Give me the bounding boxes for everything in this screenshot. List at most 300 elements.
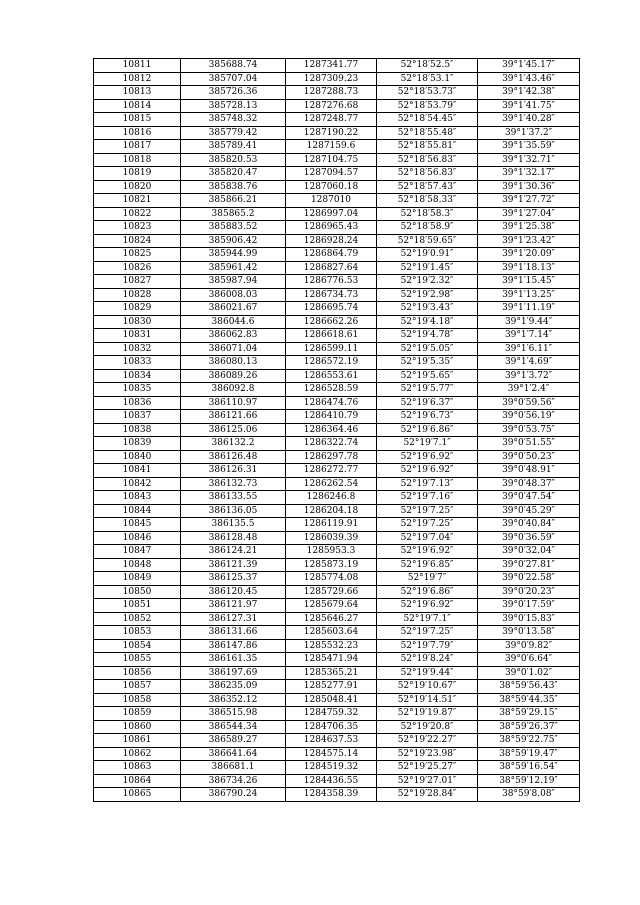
longitude-cell: 39°1′9.44″ bbox=[478, 315, 580, 329]
y-coordinate-cell: 1286364.46 bbox=[286, 423, 377, 437]
x-coordinate-cell: 386352.12 bbox=[181, 693, 286, 707]
x-coordinate-cell: 385987.94 bbox=[181, 275, 286, 289]
longitude-cell: 38°59′26.37″ bbox=[478, 720, 580, 734]
x-coordinate-cell: 386197.69 bbox=[181, 666, 286, 680]
y-coordinate-cell: 1286410.79 bbox=[286, 410, 377, 424]
latitude-cell: 52°19′28.84″ bbox=[377, 788, 478, 802]
latitude-cell: 52°18′52.5″ bbox=[377, 59, 478, 73]
table-row bbox=[94, 545, 580, 559]
point-number-cell: 10826 bbox=[94, 261, 181, 275]
latitude-cell: 52°19′3.43″ bbox=[377, 302, 478, 316]
latitude-cell: 52°19′7.13″ bbox=[377, 477, 478, 491]
latitude-cell: 52°19′6.86″ bbox=[377, 585, 478, 599]
x-coordinate-cell: 386125.06 bbox=[181, 423, 286, 437]
point-number-cell: 10814 bbox=[94, 99, 181, 113]
x-coordinate-cell: 386110.97 bbox=[181, 396, 286, 410]
y-coordinate-cell: 1287341.77 bbox=[286, 59, 377, 73]
latitude-cell: 52°19′27.01″ bbox=[377, 774, 478, 788]
longitude-cell: 39°1′4.69″ bbox=[478, 356, 580, 370]
longitude-cell: 39°1′41.75″ bbox=[478, 99, 580, 113]
longitude-cell: 38°59′12.19″ bbox=[478, 774, 580, 788]
point-number-cell: 10863 bbox=[94, 761, 181, 775]
point-number-cell: 10816 bbox=[94, 126, 181, 140]
x-coordinate-cell: 386734.26 bbox=[181, 774, 286, 788]
latitude-cell: 52°19′1.45″ bbox=[377, 261, 478, 275]
latitude-cell: 52°18′53.79″ bbox=[377, 99, 478, 113]
y-coordinate-cell: 1286204.18 bbox=[286, 504, 377, 518]
longitude-cell: 39°0′50.23″ bbox=[478, 450, 580, 464]
point-number-cell: 10846 bbox=[94, 531, 181, 545]
x-coordinate-cell: 385726.36 bbox=[181, 86, 286, 100]
point-number-cell: 10837 bbox=[94, 410, 181, 424]
x-coordinate-cell: 385688.74 bbox=[181, 59, 286, 73]
table-row bbox=[94, 59, 580, 73]
y-coordinate-cell: 1286599.11 bbox=[286, 342, 377, 356]
table-row bbox=[94, 464, 580, 478]
table-row bbox=[94, 518, 580, 532]
latitude-cell: 52°19′7″ bbox=[377, 572, 478, 586]
latitude-cell: 52°19′6.86″ bbox=[377, 423, 478, 437]
longitude-cell: 39°0′45.29″ bbox=[478, 504, 580, 518]
longitude-cell: 39°0′13.58″ bbox=[478, 626, 580, 640]
x-coordinate-cell: 386135.5 bbox=[181, 518, 286, 532]
point-number-cell: 10824 bbox=[94, 234, 181, 248]
x-coordinate-cell: 386125.37 bbox=[181, 572, 286, 586]
point-number-cell: 10859 bbox=[94, 707, 181, 721]
point-number-cell: 10848 bbox=[94, 558, 181, 572]
latitude-cell: 52°19′7.04″ bbox=[377, 531, 478, 545]
x-coordinate-cell: 385789.41 bbox=[181, 140, 286, 154]
x-coordinate-cell: 386089.26 bbox=[181, 369, 286, 383]
y-coordinate-cell: 1285048.41 bbox=[286, 693, 377, 707]
latitude-cell: 52°19′20.8″ bbox=[377, 720, 478, 734]
table-row bbox=[94, 288, 580, 302]
y-coordinate-cell: 1285532.23 bbox=[286, 639, 377, 653]
longitude-cell: 39°1′13.25″ bbox=[478, 288, 580, 302]
point-number-cell: 10843 bbox=[94, 491, 181, 505]
y-coordinate-cell: 1284759.32 bbox=[286, 707, 377, 721]
point-number-cell: 10833 bbox=[94, 356, 181, 370]
table-row bbox=[94, 140, 580, 154]
coordinates-table bbox=[93, 58, 580, 802]
point-number-cell: 10835 bbox=[94, 383, 181, 397]
table-row bbox=[94, 747, 580, 761]
point-number-cell: 10838 bbox=[94, 423, 181, 437]
latitude-cell: 52°18′56.83″ bbox=[377, 153, 478, 167]
table-row bbox=[94, 437, 580, 451]
longitude-cell: 39°0′48.91″ bbox=[478, 464, 580, 478]
longitude-cell: 39°0′56.19″ bbox=[478, 410, 580, 424]
table-row bbox=[94, 720, 580, 734]
longitude-cell: 39°0′47.54″ bbox=[478, 491, 580, 505]
x-coordinate-cell: 386589.27 bbox=[181, 734, 286, 748]
table-row bbox=[94, 450, 580, 464]
y-coordinate-cell: 1286246.8 bbox=[286, 491, 377, 505]
longitude-cell: 38°59′19.47″ bbox=[478, 747, 580, 761]
table-row bbox=[94, 504, 580, 518]
point-number-cell: 10851 bbox=[94, 599, 181, 613]
x-coordinate-cell: 386121.39 bbox=[181, 558, 286, 572]
y-coordinate-cell: 1287094.57 bbox=[286, 167, 377, 181]
x-coordinate-cell: 385883.52 bbox=[181, 221, 286, 235]
x-coordinate-cell: 386080.13 bbox=[181, 356, 286, 370]
longitude-cell: 38°59′22.75″ bbox=[478, 734, 580, 748]
point-number-cell: 10842 bbox=[94, 477, 181, 491]
y-coordinate-cell: 1286272.77 bbox=[286, 464, 377, 478]
latitude-cell: 52°18′57.43″ bbox=[377, 180, 478, 194]
table-row bbox=[94, 477, 580, 491]
y-coordinate-cell: 1286618.61 bbox=[286, 329, 377, 343]
x-coordinate-cell: 386121.97 bbox=[181, 599, 286, 613]
x-coordinate-cell: 386092.8 bbox=[181, 383, 286, 397]
latitude-cell: 52°18′55.81″ bbox=[377, 140, 478, 154]
longitude-cell: 39°0′22.58″ bbox=[478, 572, 580, 586]
point-number-cell: 10854 bbox=[94, 639, 181, 653]
point-number-cell: 10858 bbox=[94, 693, 181, 707]
longitude-cell: 39°0′40.84″ bbox=[478, 518, 580, 532]
y-coordinate-cell: 1286662.26 bbox=[286, 315, 377, 329]
table-row bbox=[94, 302, 580, 316]
longitude-cell: 39°0′9.82″ bbox=[478, 639, 580, 653]
point-number-cell: 10821 bbox=[94, 194, 181, 208]
latitude-cell: 52°19′6.92″ bbox=[377, 545, 478, 559]
x-coordinate-cell: 385728.13 bbox=[181, 99, 286, 113]
table-row bbox=[94, 680, 580, 694]
y-coordinate-cell: 1285646.27 bbox=[286, 612, 377, 626]
table-row bbox=[94, 653, 580, 667]
x-coordinate-cell: 386515.98 bbox=[181, 707, 286, 721]
x-coordinate-cell: 385820.47 bbox=[181, 167, 286, 181]
table-row bbox=[94, 774, 580, 788]
point-number-cell: 10818 bbox=[94, 153, 181, 167]
coordinates-table-body bbox=[94, 59, 580, 802]
table-row bbox=[94, 86, 580, 100]
table-row bbox=[94, 221, 580, 235]
table-row bbox=[94, 639, 580, 653]
table-row bbox=[94, 275, 580, 289]
x-coordinate-cell: 385838.76 bbox=[181, 180, 286, 194]
table-row bbox=[94, 572, 580, 586]
table-row bbox=[94, 207, 580, 221]
point-number-cell: 10822 bbox=[94, 207, 181, 221]
x-coordinate-cell: 386790.24 bbox=[181, 788, 286, 802]
latitude-cell: 52°19′7.25″ bbox=[377, 626, 478, 640]
y-coordinate-cell: 1286297.78 bbox=[286, 450, 377, 464]
x-coordinate-cell: 386132.73 bbox=[181, 477, 286, 491]
latitude-cell: 52°18′58.9″ bbox=[377, 221, 478, 235]
table-row bbox=[94, 612, 580, 626]
longitude-cell: 39°0′53.75″ bbox=[478, 423, 580, 437]
table-row bbox=[94, 383, 580, 397]
longitude-cell: 38°59′56.43″ bbox=[478, 680, 580, 694]
y-coordinate-cell: 1286039.39 bbox=[286, 531, 377, 545]
latitude-cell: 52°18′54.45″ bbox=[377, 113, 478, 127]
latitude-cell: 52°19′5.05″ bbox=[377, 342, 478, 356]
longitude-cell: 39°1′42.38″ bbox=[478, 86, 580, 100]
y-coordinate-cell: 1287190.22 bbox=[286, 126, 377, 140]
y-coordinate-cell: 1287010 bbox=[286, 194, 377, 208]
y-coordinate-cell: 1286864.79 bbox=[286, 248, 377, 262]
longitude-cell: 39°1′32.17″ bbox=[478, 167, 580, 181]
table-row bbox=[94, 180, 580, 194]
latitude-cell: 52°19′6.85″ bbox=[377, 558, 478, 572]
latitude-cell: 52°18′53.1″ bbox=[377, 72, 478, 86]
latitude-cell: 52°19′2.98″ bbox=[377, 288, 478, 302]
latitude-cell: 52°19′5.35″ bbox=[377, 356, 478, 370]
longitude-cell: 39°0′32.04″ bbox=[478, 545, 580, 559]
x-coordinate-cell: 386136.05 bbox=[181, 504, 286, 518]
y-coordinate-cell: 1286928.24 bbox=[286, 234, 377, 248]
latitude-cell: 52°19′6.92″ bbox=[377, 599, 478, 613]
point-number-cell: 10845 bbox=[94, 518, 181, 532]
table-row bbox=[94, 113, 580, 127]
y-coordinate-cell: 1285471.94 bbox=[286, 653, 377, 667]
x-coordinate-cell: 386126.31 bbox=[181, 464, 286, 478]
longitude-cell: 39°1′25.38″ bbox=[478, 221, 580, 235]
longitude-cell: 38°59′16.54″ bbox=[478, 761, 580, 775]
latitude-cell: 52°18′58.3″ bbox=[377, 207, 478, 221]
latitude-cell: 52°19′4.78″ bbox=[377, 329, 478, 343]
latitude-cell: 52°19′2.32″ bbox=[377, 275, 478, 289]
longitude-cell: 39°0′27.81″ bbox=[478, 558, 580, 572]
x-coordinate-cell: 385748.32 bbox=[181, 113, 286, 127]
longitude-cell: 39°1′20.09″ bbox=[478, 248, 580, 262]
y-coordinate-cell: 1286827.64 bbox=[286, 261, 377, 275]
table-row bbox=[94, 396, 580, 410]
longitude-cell: 39°1′37.2″ bbox=[478, 126, 580, 140]
longitude-cell: 39°0′59.56″ bbox=[478, 396, 580, 410]
longitude-cell: 39°1′45.17″ bbox=[478, 59, 580, 73]
x-coordinate-cell: 386121.66 bbox=[181, 410, 286, 424]
point-number-cell: 10817 bbox=[94, 140, 181, 154]
x-coordinate-cell: 386235.09 bbox=[181, 680, 286, 694]
x-coordinate-cell: 385707.04 bbox=[181, 72, 286, 86]
longitude-cell: 39°1′11.19″ bbox=[478, 302, 580, 316]
longitude-cell: 39°1′32.71″ bbox=[478, 153, 580, 167]
y-coordinate-cell: 1286734.73 bbox=[286, 288, 377, 302]
latitude-cell: 52°18′55.48″ bbox=[377, 126, 478, 140]
point-number-cell: 10860 bbox=[94, 720, 181, 734]
table-row bbox=[94, 167, 580, 181]
y-coordinate-cell: 1284637.53 bbox=[286, 734, 377, 748]
y-coordinate-cell: 1286695.74 bbox=[286, 302, 377, 316]
y-coordinate-cell: 1285365.21 bbox=[286, 666, 377, 680]
y-coordinate-cell: 1285277.91 bbox=[286, 680, 377, 694]
table-row bbox=[94, 599, 580, 613]
table-row bbox=[94, 531, 580, 545]
longitude-cell: 39°1′23.42″ bbox=[478, 234, 580, 248]
point-number-cell: 10823 bbox=[94, 221, 181, 235]
x-coordinate-cell: 386044.6 bbox=[181, 315, 286, 329]
x-coordinate-cell: 386544.34 bbox=[181, 720, 286, 734]
x-coordinate-cell: 386071.04 bbox=[181, 342, 286, 356]
point-number-cell: 10850 bbox=[94, 585, 181, 599]
table-row bbox=[94, 761, 580, 775]
point-number-cell: 10855 bbox=[94, 653, 181, 667]
y-coordinate-cell: 1286997.04 bbox=[286, 207, 377, 221]
table-row bbox=[94, 423, 580, 437]
table-row bbox=[94, 788, 580, 802]
latitude-cell: 52°18′56.83″ bbox=[377, 167, 478, 181]
y-coordinate-cell: 1286572.19 bbox=[286, 356, 377, 370]
x-coordinate-cell: 385865.2 bbox=[181, 207, 286, 221]
latitude-cell: 52°19′6.73″ bbox=[377, 410, 478, 424]
table-row bbox=[94, 356, 580, 370]
y-coordinate-cell: 1284436.55 bbox=[286, 774, 377, 788]
latitude-cell: 52°19′14.51″ bbox=[377, 693, 478, 707]
latitude-cell: 52°19′19.87″ bbox=[377, 707, 478, 721]
point-number-cell: 10832 bbox=[94, 342, 181, 356]
latitude-cell: 52°19′4.18″ bbox=[377, 315, 478, 329]
x-coordinate-cell: 386126.48 bbox=[181, 450, 286, 464]
table-row bbox=[94, 410, 580, 424]
longitude-cell: 39°1′6.11″ bbox=[478, 342, 580, 356]
longitude-cell: 39°0′6.64″ bbox=[478, 653, 580, 667]
table-row bbox=[94, 261, 580, 275]
table-row bbox=[94, 329, 580, 343]
y-coordinate-cell: 1284575.14 bbox=[286, 747, 377, 761]
table-row bbox=[94, 626, 580, 640]
point-number-cell: 10825 bbox=[94, 248, 181, 262]
point-number-cell: 10836 bbox=[94, 396, 181, 410]
y-coordinate-cell: 1285679.64 bbox=[286, 599, 377, 613]
table-row bbox=[94, 707, 580, 721]
latitude-cell: 52°19′25.27″ bbox=[377, 761, 478, 775]
point-number-cell: 10856 bbox=[94, 666, 181, 680]
latitude-cell: 52°19′6.92″ bbox=[377, 464, 478, 478]
point-number-cell: 10820 bbox=[94, 180, 181, 194]
table-row bbox=[94, 315, 580, 329]
point-number-cell: 10841 bbox=[94, 464, 181, 478]
x-coordinate-cell: 385820.53 bbox=[181, 153, 286, 167]
x-coordinate-cell: 385961.42 bbox=[181, 261, 286, 275]
longitude-cell: 39°0′15.83″ bbox=[478, 612, 580, 626]
latitude-cell: 52°19′0.91″ bbox=[377, 248, 478, 262]
latitude-cell: 52°19′22.27″ bbox=[377, 734, 478, 748]
table-row bbox=[94, 369, 580, 383]
table-row bbox=[94, 585, 580, 599]
longitude-cell: 39°1′27.04″ bbox=[478, 207, 580, 221]
point-number-cell: 10844 bbox=[94, 504, 181, 518]
latitude-cell: 52°19′8.24″ bbox=[377, 653, 478, 667]
longitude-cell: 38°59′8.08″ bbox=[478, 788, 580, 802]
x-coordinate-cell: 386132.2 bbox=[181, 437, 286, 451]
longitude-cell: 39°0′20.23″ bbox=[478, 585, 580, 599]
y-coordinate-cell: 1286262.54 bbox=[286, 477, 377, 491]
x-coordinate-cell: 386124.21 bbox=[181, 545, 286, 559]
longitude-cell: 39°0′17.59″ bbox=[478, 599, 580, 613]
point-number-cell: 10831 bbox=[94, 329, 181, 343]
point-number-cell: 10861 bbox=[94, 734, 181, 748]
table-row bbox=[94, 126, 580, 140]
y-coordinate-cell: 1285873.19 bbox=[286, 558, 377, 572]
point-number-cell: 10812 bbox=[94, 72, 181, 86]
table-row bbox=[94, 248, 580, 262]
y-coordinate-cell: 1286322.74 bbox=[286, 437, 377, 451]
y-coordinate-cell: 1287159.6 bbox=[286, 140, 377, 154]
longitude-cell: 39°0′36.59″ bbox=[478, 531, 580, 545]
latitude-cell: 52°19′7.79″ bbox=[377, 639, 478, 653]
latitude-cell: 52°18′59.65″ bbox=[377, 234, 478, 248]
point-number-cell: 10811 bbox=[94, 59, 181, 73]
latitude-cell: 52°19′9.44″ bbox=[377, 666, 478, 680]
y-coordinate-cell: 1286119.91 bbox=[286, 518, 377, 532]
x-coordinate-cell: 386021.67 bbox=[181, 302, 286, 316]
point-number-cell: 10840 bbox=[94, 450, 181, 464]
longitude-cell: 39°1′15.45″ bbox=[478, 275, 580, 289]
point-number-cell: 10827 bbox=[94, 275, 181, 289]
point-number-cell: 10865 bbox=[94, 788, 181, 802]
latitude-cell: 52°18′58.33″ bbox=[377, 194, 478, 208]
x-coordinate-cell: 386133.55 bbox=[181, 491, 286, 505]
y-coordinate-cell: 1284706.35 bbox=[286, 720, 377, 734]
y-coordinate-cell: 1285603.64 bbox=[286, 626, 377, 640]
x-coordinate-cell: 386120.45 bbox=[181, 585, 286, 599]
longitude-cell: 38°59′29.15″ bbox=[478, 707, 580, 721]
table-row bbox=[94, 234, 580, 248]
table-row bbox=[94, 693, 580, 707]
latitude-cell: 52°19′5.77″ bbox=[377, 383, 478, 397]
latitude-cell: 52°19′7.25″ bbox=[377, 504, 478, 518]
point-number-cell: 10815 bbox=[94, 113, 181, 127]
y-coordinate-cell: 1287060.18 bbox=[286, 180, 377, 194]
point-number-cell: 10813 bbox=[94, 86, 181, 100]
x-coordinate-cell: 386681.1 bbox=[181, 761, 286, 775]
point-number-cell: 10857 bbox=[94, 680, 181, 694]
x-coordinate-cell: 385866.21 bbox=[181, 194, 286, 208]
x-coordinate-cell: 386062.83 bbox=[181, 329, 286, 343]
table-row bbox=[94, 72, 580, 86]
y-coordinate-cell: 1286965.43 bbox=[286, 221, 377, 235]
longitude-cell: 39°1′7.14″ bbox=[478, 329, 580, 343]
y-coordinate-cell: 1285953.3 bbox=[286, 545, 377, 559]
table-row bbox=[94, 734, 580, 748]
x-coordinate-cell: 386127.31 bbox=[181, 612, 286, 626]
x-coordinate-cell: 385906.42 bbox=[181, 234, 286, 248]
point-number-cell: 10839 bbox=[94, 437, 181, 451]
point-number-cell: 10864 bbox=[94, 774, 181, 788]
longitude-cell: 39°1′43.46″ bbox=[478, 72, 580, 86]
longitude-cell: 39°1′3.72″ bbox=[478, 369, 580, 383]
x-coordinate-cell: 386008.03 bbox=[181, 288, 286, 302]
latitude-cell: 52°19′10.67″ bbox=[377, 680, 478, 694]
x-coordinate-cell: 385779.42 bbox=[181, 126, 286, 140]
latitude-cell: 52°19′7.1″ bbox=[377, 437, 478, 451]
table-row bbox=[94, 666, 580, 680]
longitude-cell: 39°0′1.02″ bbox=[478, 666, 580, 680]
point-number-cell: 10830 bbox=[94, 315, 181, 329]
table-row bbox=[94, 558, 580, 572]
latitude-cell: 52°19′6.37″ bbox=[377, 396, 478, 410]
table-row bbox=[94, 194, 580, 208]
point-number-cell: 10847 bbox=[94, 545, 181, 559]
point-number-cell: 10828 bbox=[94, 288, 181, 302]
point-number-cell: 10829 bbox=[94, 302, 181, 316]
longitude-cell: 39°1′35.59″ bbox=[478, 140, 580, 154]
y-coordinate-cell: 1287104.75 bbox=[286, 153, 377, 167]
latitude-cell: 52°19′7.25″ bbox=[377, 518, 478, 532]
point-number-cell: 10852 bbox=[94, 612, 181, 626]
y-coordinate-cell: 1286474.76 bbox=[286, 396, 377, 410]
y-coordinate-cell: 1287248.77 bbox=[286, 113, 377, 127]
latitude-cell: 52°19′5.65″ bbox=[377, 369, 478, 383]
point-number-cell: 10819 bbox=[94, 167, 181, 181]
longitude-cell: 39°0′48.37″ bbox=[478, 477, 580, 491]
x-coordinate-cell: 386147.86 bbox=[181, 639, 286, 653]
longitude-cell: 39°1′2.4″ bbox=[478, 383, 580, 397]
y-coordinate-cell: 1287309.23 bbox=[286, 72, 377, 86]
y-coordinate-cell: 1284358.39 bbox=[286, 788, 377, 802]
